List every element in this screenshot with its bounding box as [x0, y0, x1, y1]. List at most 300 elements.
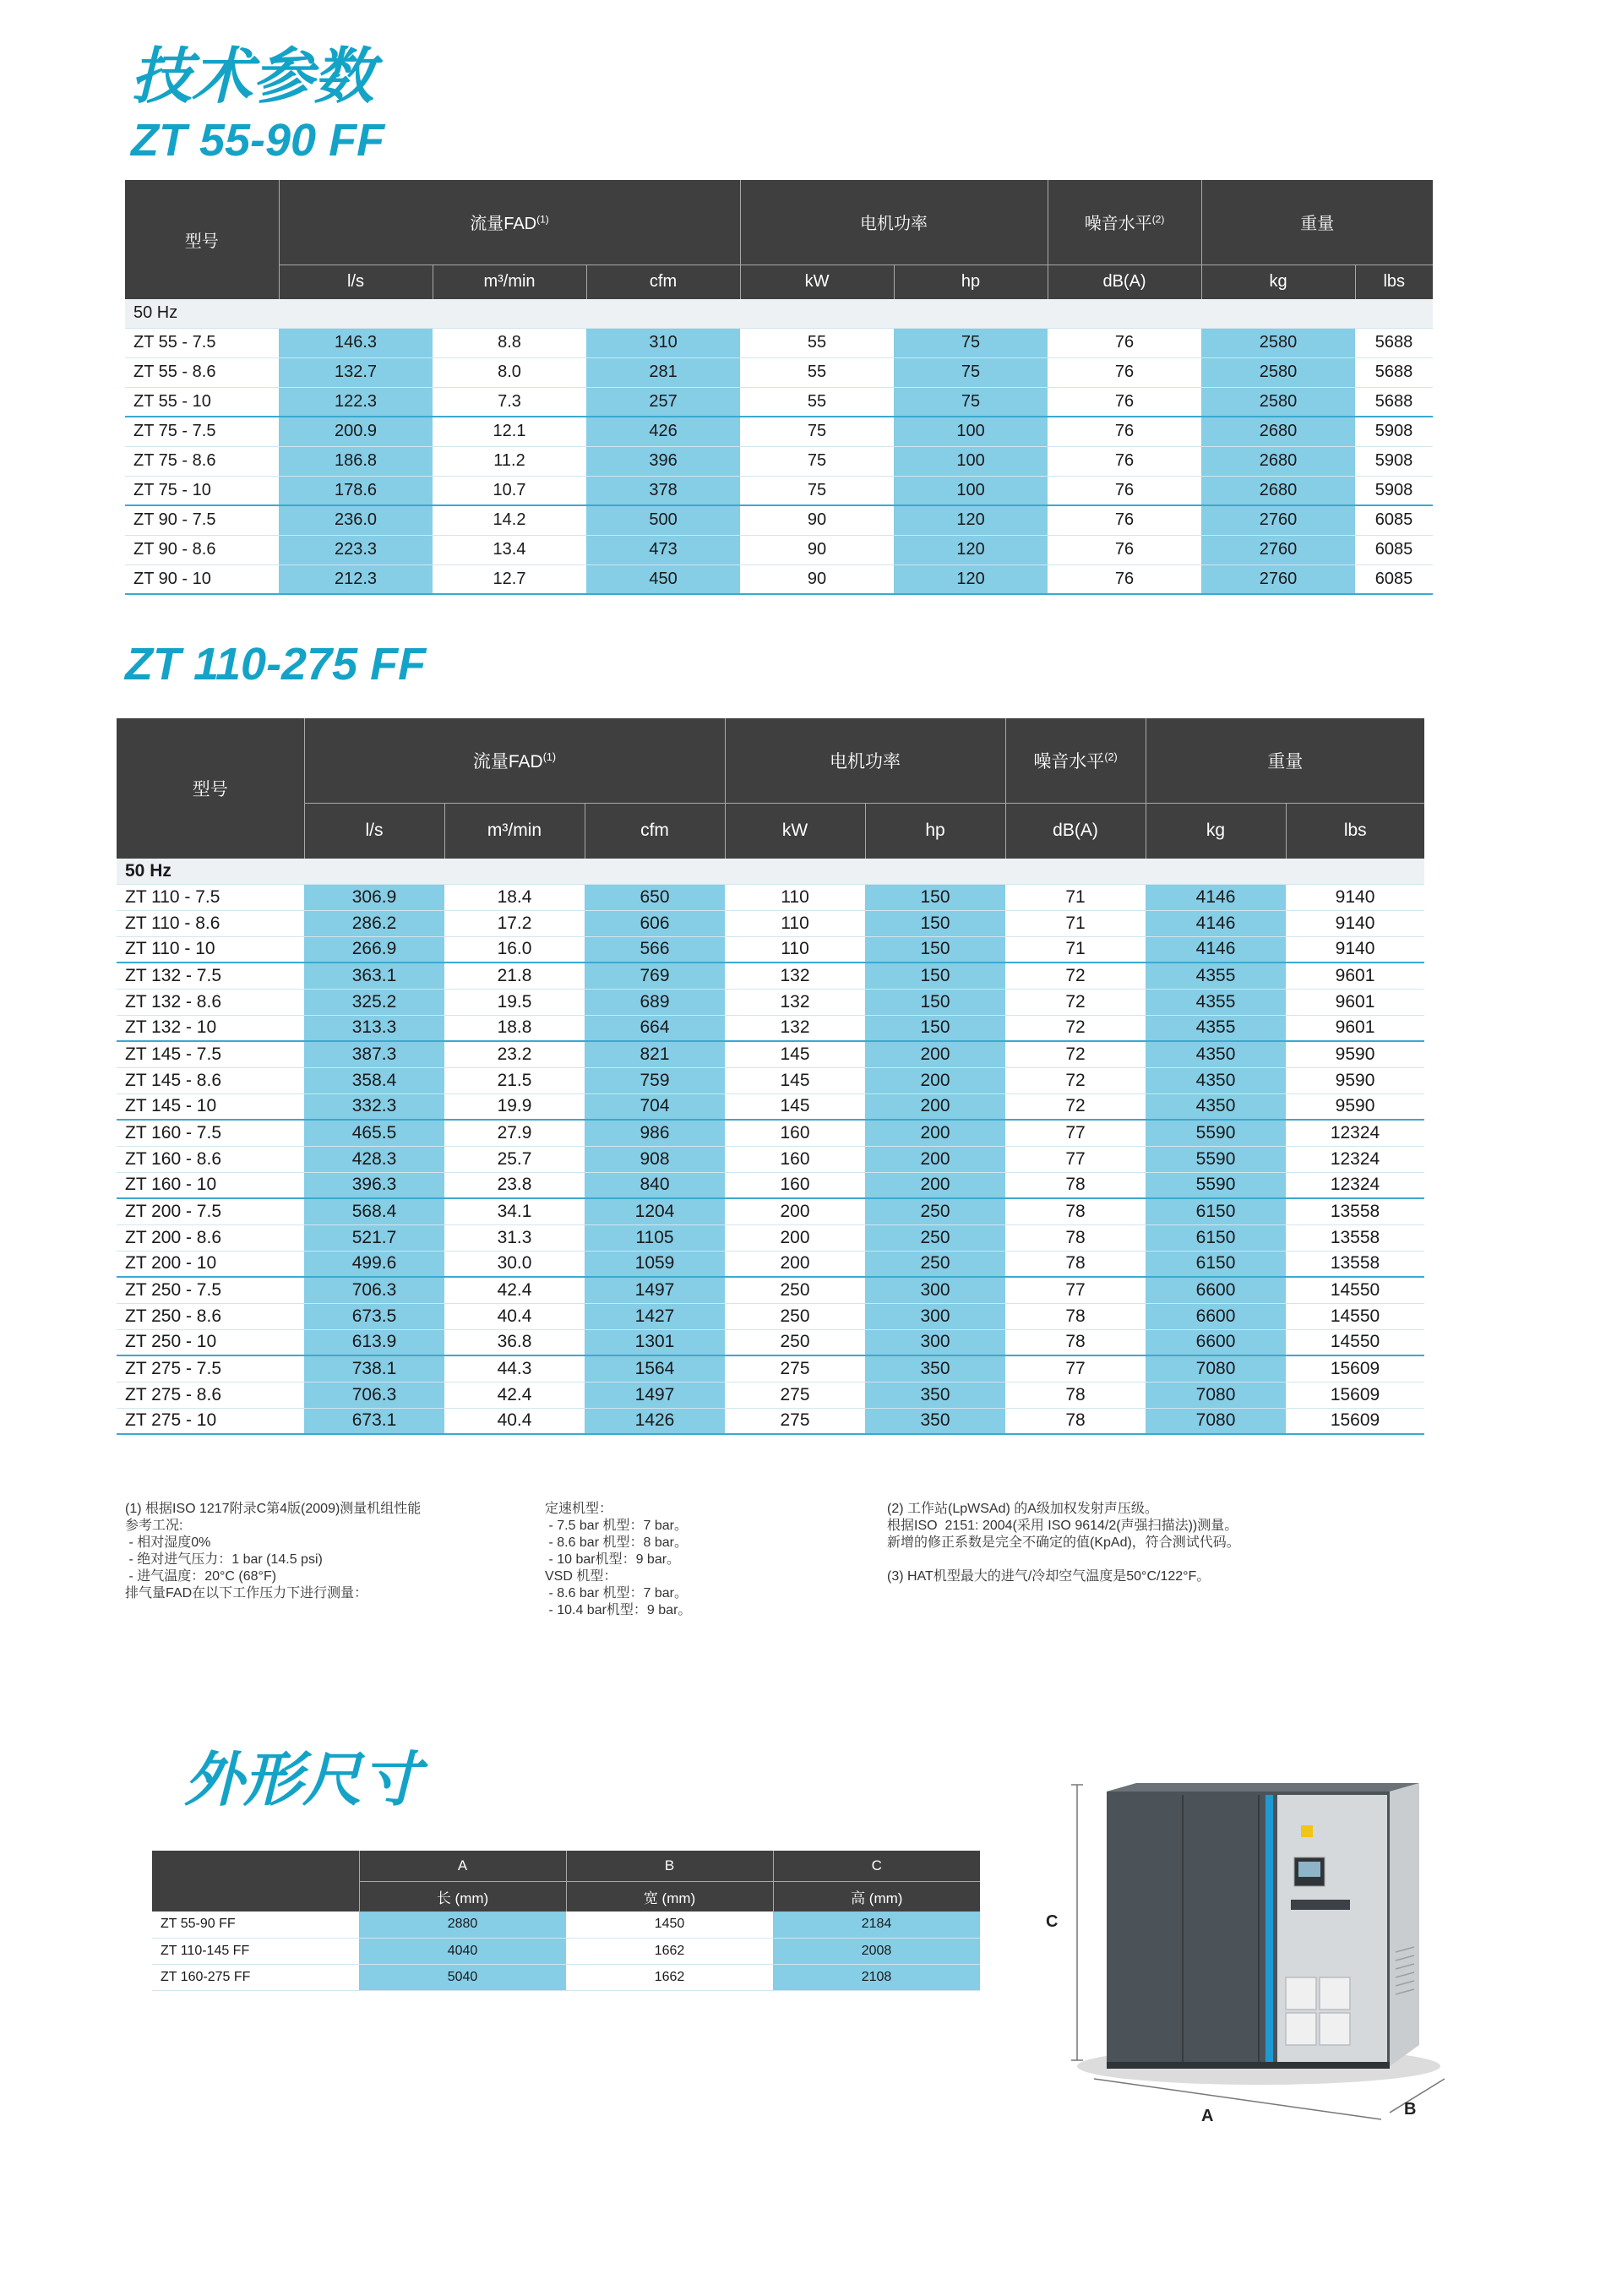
table-row [117, 1067, 1424, 1093]
value-cell: 5688 [1355, 357, 1433, 387]
model-cell: ZT 90 - 7.5 [125, 505, 279, 535]
value-cell: 42.4 [444, 1382, 585, 1408]
value-cell: 2580 [1201, 387, 1355, 417]
value-cell: 75 [740, 417, 894, 446]
value-cell: 5908 [1355, 417, 1433, 446]
value-cell: 521.7 [304, 1224, 444, 1251]
value-cell: 78 [1005, 1224, 1146, 1251]
value-cell: 4350 [1146, 1041, 1286, 1067]
value-cell: 566 [585, 936, 725, 963]
value-cell: 145 [725, 1041, 865, 1067]
value-cell: 300 [865, 1329, 1005, 1355]
value-cell: 75 [740, 446, 894, 476]
value-cell: 120 [894, 564, 1048, 594]
value-cell: 122.3 [279, 387, 433, 417]
value-cell: 40.4 [444, 1303, 585, 1329]
value-cell: 160 [725, 1172, 865, 1198]
value-cell: 78 [1005, 1172, 1146, 1198]
value-cell: 4146 [1146, 884, 1286, 910]
dims-table [152, 1851, 980, 1991]
value-cell: 200.9 [279, 417, 433, 446]
value-cell: 90 [740, 535, 894, 564]
value-cell: 2108 [773, 1964, 980, 1990]
value-cell: 146.3 [279, 328, 433, 357]
value-cell: 77 [1005, 1277, 1146, 1303]
value-cell: 250 [865, 1198, 1005, 1224]
value-cell: 75 [740, 476, 894, 505]
value-cell: 9590 [1286, 1093, 1424, 1120]
value-cell: 428.3 [304, 1146, 444, 1172]
value-cell: 6085 [1355, 505, 1433, 535]
value-cell: 5688 [1355, 328, 1433, 357]
value-cell: 75 [894, 328, 1048, 357]
value-cell: 13558 [1286, 1224, 1424, 1251]
value-cell: 10.7 [433, 476, 586, 505]
value-cell: 76 [1048, 535, 1201, 564]
value-cell: 13558 [1286, 1251, 1424, 1277]
model-cell: ZT 160-275 FF [152, 1964, 359, 1990]
unit-header: dB(A) [1005, 803, 1146, 859]
value-cell: 12324 [1286, 1172, 1424, 1198]
value-cell: 6150 [1146, 1251, 1286, 1277]
value-cell: 7080 [1146, 1355, 1286, 1382]
value-cell: 1059 [585, 1251, 725, 1277]
value-cell: 266.9 [304, 936, 444, 963]
dim-label-header: 宽 (mm) [566, 1881, 773, 1912]
value-cell: 4350 [1146, 1067, 1286, 1093]
table-row [117, 1408, 1424, 1434]
value-cell: 55 [740, 387, 894, 417]
dim-label-header: 高 (mm) [773, 1881, 980, 1912]
value-cell: 78 [1005, 1329, 1146, 1355]
spec-table-zt110-275 [117, 718, 1424, 1435]
model-cell: ZT 145 - 8.6 [117, 1067, 304, 1093]
value-cell: 5590 [1146, 1146, 1286, 1172]
unit-header: hp [894, 265, 1048, 299]
value-cell: 13.4 [433, 535, 586, 564]
table-row [117, 884, 1424, 910]
value-cell: 2184 [773, 1912, 980, 1938]
value-cell: 1301 [585, 1329, 725, 1355]
unit-header: kg [1201, 265, 1355, 299]
spec-table-zt55-90 [125, 180, 1433, 595]
table-row [152, 1912, 980, 1938]
value-cell: 9590 [1286, 1067, 1424, 1093]
value-cell: 6600 [1146, 1329, 1286, 1355]
value-cell: 387.3 [304, 1041, 444, 1067]
value-cell: 1564 [585, 1355, 725, 1382]
value-cell: 4146 [1146, 936, 1286, 963]
value-cell: 706.3 [304, 1382, 444, 1408]
value-cell: 76 [1048, 387, 1201, 417]
value-cell: 150 [865, 910, 1005, 936]
value-cell: 689 [585, 989, 725, 1015]
value-cell: 15609 [1286, 1408, 1424, 1434]
value-cell: 160 [725, 1120, 865, 1146]
col-noise-header: 噪音水平$^{(2)}$ [1005, 718, 1146, 803]
value-cell: 568.4 [304, 1198, 444, 1224]
value-cell: 236.0 [279, 505, 433, 535]
value-cell: 1204 [585, 1198, 725, 1224]
table-row [125, 417, 1433, 446]
value-cell: 1105 [585, 1224, 725, 1251]
value-cell: 4355 [1146, 989, 1286, 1015]
value-cell: 100 [894, 476, 1048, 505]
value-cell: 21.5 [444, 1067, 585, 1093]
unit-header: lbs [1286, 803, 1424, 859]
value-cell: 250 [725, 1329, 865, 1355]
model-cell: ZT 110-145 FF [152, 1938, 359, 1964]
value-cell: 313.3 [304, 1015, 444, 1041]
table-row [152, 1938, 980, 1964]
unit-header: l/s [304, 803, 444, 859]
dim-letter-header: C [773, 1851, 980, 1881]
table-row [125, 564, 1433, 594]
value-cell: 9601 [1286, 989, 1424, 1015]
model-cell: ZT 200 - 10 [117, 1251, 304, 1277]
model-cell: ZT 75 - 10 [125, 476, 279, 505]
col-weight-header: 重量 [1146, 718, 1424, 803]
table-row [117, 989, 1424, 1015]
value-cell: 11.2 [433, 446, 586, 476]
value-cell: 21.8 [444, 963, 585, 989]
value-cell: 450 [586, 564, 740, 594]
table-row [152, 1964, 980, 1990]
value-cell: 19.5 [444, 989, 585, 1015]
value-cell: 465.5 [304, 1120, 444, 1146]
dimension-label-b: B [1404, 2100, 1417, 2119]
dims-title: 外形尺寸 [184, 1747, 421, 1813]
table-row [125, 505, 1433, 535]
model-cell: ZT 275 - 8.6 [117, 1382, 304, 1408]
value-cell: 132.7 [279, 357, 433, 387]
dim-letter-header: A [359, 1851, 566, 1881]
value-cell: 223.3 [279, 535, 433, 564]
value-cell: 6085 [1355, 535, 1433, 564]
table-row [117, 1146, 1424, 1172]
value-cell: 14550 [1286, 1303, 1424, 1329]
value-cell: 6600 [1146, 1303, 1286, 1329]
table-row [117, 1172, 1424, 1198]
value-cell: 72 [1005, 963, 1146, 989]
col-model-header: 型号 [117, 718, 304, 859]
table-row [125, 446, 1433, 476]
value-cell: 40.4 [444, 1408, 585, 1434]
value-cell: 76 [1048, 505, 1201, 535]
value-cell: 2008 [773, 1938, 980, 1964]
model-cell: ZT 90 - 8.6 [125, 535, 279, 564]
dimension-label-a: A [1201, 2107, 1214, 2125]
value-cell: 1427 [585, 1303, 725, 1329]
value-cell: 6150 [1146, 1224, 1286, 1251]
value-cell: 1497 [585, 1382, 725, 1408]
unit-header: kW [740, 265, 894, 299]
unit-header: lbs [1355, 265, 1433, 299]
value-cell: 350 [865, 1382, 1005, 1408]
page-title: 技术参数 [131, 43, 375, 111]
value-cell: 4355 [1146, 963, 1286, 989]
value-cell: 606 [585, 910, 725, 936]
table-row [117, 1277, 1424, 1303]
value-cell: 500 [586, 505, 740, 535]
value-cell: 378 [586, 476, 740, 505]
unit-header: hp [865, 803, 1005, 859]
table-row [117, 910, 1424, 936]
value-cell: 14.2 [433, 505, 586, 535]
value-cell: 9140 [1286, 936, 1424, 963]
table-row [125, 387, 1433, 417]
value-cell: 363.1 [304, 963, 444, 989]
value-cell: 25.7 [444, 1146, 585, 1172]
value-cell: 300 [865, 1303, 1005, 1329]
value-cell: 110 [725, 936, 865, 963]
value-cell: 5040 [359, 1964, 566, 1990]
table-row [117, 1198, 1424, 1224]
value-cell: 36.8 [444, 1329, 585, 1355]
value-cell: 4146 [1146, 910, 1286, 936]
value-cell: 499.6 [304, 1251, 444, 1277]
model-cell: ZT 132 - 10 [117, 1015, 304, 1041]
value-cell: 2680 [1201, 417, 1355, 446]
value-cell: 19.9 [444, 1093, 585, 1120]
table2-title: ZT 110-275 FF [125, 639, 427, 690]
table-row [125, 535, 1433, 564]
value-cell: 23.8 [444, 1172, 585, 1198]
table-row [117, 963, 1424, 989]
value-cell: 613.9 [304, 1329, 444, 1355]
value-cell: 120 [894, 535, 1048, 564]
brand-logo [1291, 1900, 1350, 1910]
value-cell: 76 [1048, 564, 1201, 594]
value-cell: 1426 [585, 1408, 725, 1434]
value-cell: 200 [725, 1198, 865, 1224]
value-cell: 275 [725, 1355, 865, 1382]
value-cell: 71 [1005, 910, 1146, 936]
value-cell: 16.0 [444, 936, 585, 963]
table-row [117, 1093, 1424, 1120]
value-cell: 2580 [1201, 328, 1355, 357]
value-cell: 706.3 [304, 1277, 444, 1303]
value-cell: 72 [1005, 1067, 1146, 1093]
value-cell: 5688 [1355, 387, 1433, 417]
value-cell: 90 [740, 564, 894, 594]
cabinet-top [1107, 1783, 1419, 1792]
value-cell: 426 [586, 417, 740, 446]
value-cell: 1497 [585, 1277, 725, 1303]
value-cell: 5908 [1355, 476, 1433, 505]
value-cell: 250 [725, 1303, 865, 1329]
value-cell: 332.3 [304, 1093, 444, 1120]
value-cell: 100 [894, 446, 1048, 476]
dim-letter-header: B [566, 1851, 773, 1881]
value-cell: 13558 [1286, 1198, 1424, 1224]
value-cell: 821 [585, 1041, 725, 1067]
value-cell: 396 [586, 446, 740, 476]
value-cell: 200 [865, 1120, 1005, 1146]
value-cell: 200 [725, 1251, 865, 1277]
compressor-diagram [1048, 1766, 1470, 2146]
model-cell: ZT 110 - 7.5 [117, 884, 304, 910]
value-cell: 150 [865, 884, 1005, 910]
model-cell: ZT 275 - 10 [117, 1408, 304, 1434]
model-cell: ZT 200 - 7.5 [117, 1198, 304, 1224]
value-cell: 200 [865, 1093, 1005, 1120]
model-cell: ZT 160 - 10 [117, 1172, 304, 1198]
value-cell: 132 [725, 963, 865, 989]
value-cell: 2580 [1201, 357, 1355, 387]
value-cell: 75 [894, 357, 1048, 387]
value-cell: 6085 [1355, 564, 1433, 594]
table-row [117, 1120, 1424, 1146]
value-cell: 132 [725, 1015, 865, 1041]
col-fad-header: 流量FAD$^{(1)}$ [304, 718, 725, 803]
value-cell: 250 [865, 1224, 1005, 1251]
model-cell: ZT 200 - 8.6 [117, 1224, 304, 1251]
value-cell: 4350 [1146, 1093, 1286, 1120]
model-cell: ZT 55 - 10 [125, 387, 279, 417]
unit-header: l/s [279, 265, 433, 299]
value-cell: 350 [865, 1408, 1005, 1434]
value-cell: 2880 [359, 1912, 566, 1938]
value-cell: 200 [725, 1224, 865, 1251]
value-cell: 250 [865, 1251, 1005, 1277]
value-cell: 77 [1005, 1120, 1146, 1146]
table-row [117, 936, 1424, 963]
value-cell: 6600 [1146, 1277, 1286, 1303]
value-cell: 12.1 [433, 417, 586, 446]
unit-header: cfm [586, 265, 740, 299]
value-cell: 100 [894, 417, 1048, 446]
value-cell: 9601 [1286, 1015, 1424, 1041]
value-cell: 76 [1048, 417, 1201, 446]
value-cell: 6150 [1146, 1198, 1286, 1224]
value-cell: 12324 [1286, 1146, 1424, 1172]
value-cell: 178.6 [279, 476, 433, 505]
value-cell: 78 [1005, 1198, 1146, 1224]
value-cell: 27.9 [444, 1120, 585, 1146]
table-row [117, 1015, 1424, 1041]
table-row [117, 1303, 1424, 1329]
value-cell: 110 [725, 884, 865, 910]
value-cell: 306.9 [304, 884, 444, 910]
value-cell: 17.2 [444, 910, 585, 936]
value-cell: 150 [865, 989, 1005, 1015]
value-cell: 78 [1005, 1303, 1146, 1329]
value-cell: 325.2 [304, 989, 444, 1015]
col-fad-header: 流量FAD$^{(1)}$ [279, 180, 740, 265]
value-cell: 1662 [566, 1964, 773, 1990]
value-cell: 9590 [1286, 1041, 1424, 1067]
value-cell: 2760 [1201, 564, 1355, 594]
value-cell: 120 [894, 505, 1048, 535]
dim-label-header: 长 (mm) [359, 1881, 566, 1912]
value-cell: 5908 [1355, 446, 1433, 476]
value-cell: 55 [740, 357, 894, 387]
value-cell: 759 [585, 1067, 725, 1093]
value-cell: 75 [894, 387, 1048, 417]
value-cell: 72 [1005, 1015, 1146, 1041]
table-row [117, 1251, 1424, 1277]
value-cell: 76 [1048, 357, 1201, 387]
value-cell: 473 [586, 535, 740, 564]
value-cell: 986 [585, 1120, 725, 1146]
table-row [117, 1041, 1424, 1067]
value-cell: 200 [865, 1041, 1005, 1067]
value-cell: 200 [865, 1172, 1005, 1198]
value-cell: 275 [725, 1382, 865, 1408]
value-cell: 150 [865, 1015, 1005, 1041]
table-row [125, 476, 1433, 505]
value-cell: 76 [1048, 328, 1201, 357]
value-cell: 30.0 [444, 1251, 585, 1277]
model-cell: ZT 132 - 8.6 [117, 989, 304, 1015]
value-cell: 2680 [1201, 446, 1355, 476]
value-cell: 9601 [1286, 963, 1424, 989]
value-cell: 200 [865, 1146, 1005, 1172]
value-cell: 4355 [1146, 1015, 1286, 1041]
value-cell: 71 [1005, 884, 1146, 910]
value-cell: 2760 [1201, 535, 1355, 564]
value-cell: 31.3 [444, 1224, 585, 1251]
model-cell: ZT 75 - 7.5 [125, 417, 279, 446]
value-cell: 704 [585, 1093, 725, 1120]
value-cell: 72 [1005, 1041, 1146, 1067]
frequency-label: 50 Hz [125, 299, 1433, 328]
value-cell: 358.4 [304, 1067, 444, 1093]
table-row [117, 1224, 1424, 1251]
model-cell: ZT 275 - 7.5 [117, 1355, 304, 1382]
value-cell: 12.7 [433, 564, 586, 594]
value-cell: 5590 [1146, 1172, 1286, 1198]
value-cell: 8.8 [433, 328, 586, 357]
value-cell: 12324 [1286, 1120, 1424, 1146]
model-cell: ZT 250 - 8.6 [117, 1303, 304, 1329]
model-cell: ZT 75 - 8.6 [125, 446, 279, 476]
model-cell: ZT 145 - 10 [117, 1093, 304, 1120]
unit-header: m³/min [433, 265, 586, 299]
value-cell: 281 [586, 357, 740, 387]
value-cell: 160 [725, 1146, 865, 1172]
value-cell: 7080 [1146, 1382, 1286, 1408]
value-cell: 257 [586, 387, 740, 417]
unit-header: kg [1146, 803, 1286, 859]
value-cell: 78 [1005, 1251, 1146, 1277]
table-row [117, 1382, 1424, 1408]
value-cell: 110 [725, 910, 865, 936]
value-cell: 90 [740, 505, 894, 535]
warning-label [1301, 1825, 1313, 1837]
value-cell: 9140 [1286, 910, 1424, 936]
model-cell: ZT 55 - 7.5 [125, 328, 279, 357]
value-cell: 250 [725, 1277, 865, 1303]
value-cell: 673.1 [304, 1408, 444, 1434]
value-cell: 650 [585, 884, 725, 910]
value-cell: 78 [1005, 1382, 1146, 1408]
value-cell: 76 [1048, 476, 1201, 505]
value-cell: 76 [1048, 446, 1201, 476]
value-cell: 8.0 [433, 357, 586, 387]
value-cell: 44.3 [444, 1355, 585, 1382]
unit-header: dB(A) [1048, 265, 1201, 299]
unit-header: kW [725, 803, 865, 859]
value-cell: 150 [865, 963, 1005, 989]
model-cell: ZT 160 - 8.6 [117, 1146, 304, 1172]
value-cell: 77 [1005, 1146, 1146, 1172]
footnote-iso1217: (1) 根据ISO 1217附录C第4版(2009)测量机组性能 参考工况: - 相对湿度0% - 绝对进气压力：1 bar (14.5 psi) - 进气温度：20°C (68°F) 排气量FAD在以下工作压力下进行测量： [125, 1502, 422, 1601]
value-cell: 186.8 [279, 446, 433, 476]
value-cell: 145 [725, 1093, 865, 1120]
value-cell: 275 [725, 1408, 865, 1434]
